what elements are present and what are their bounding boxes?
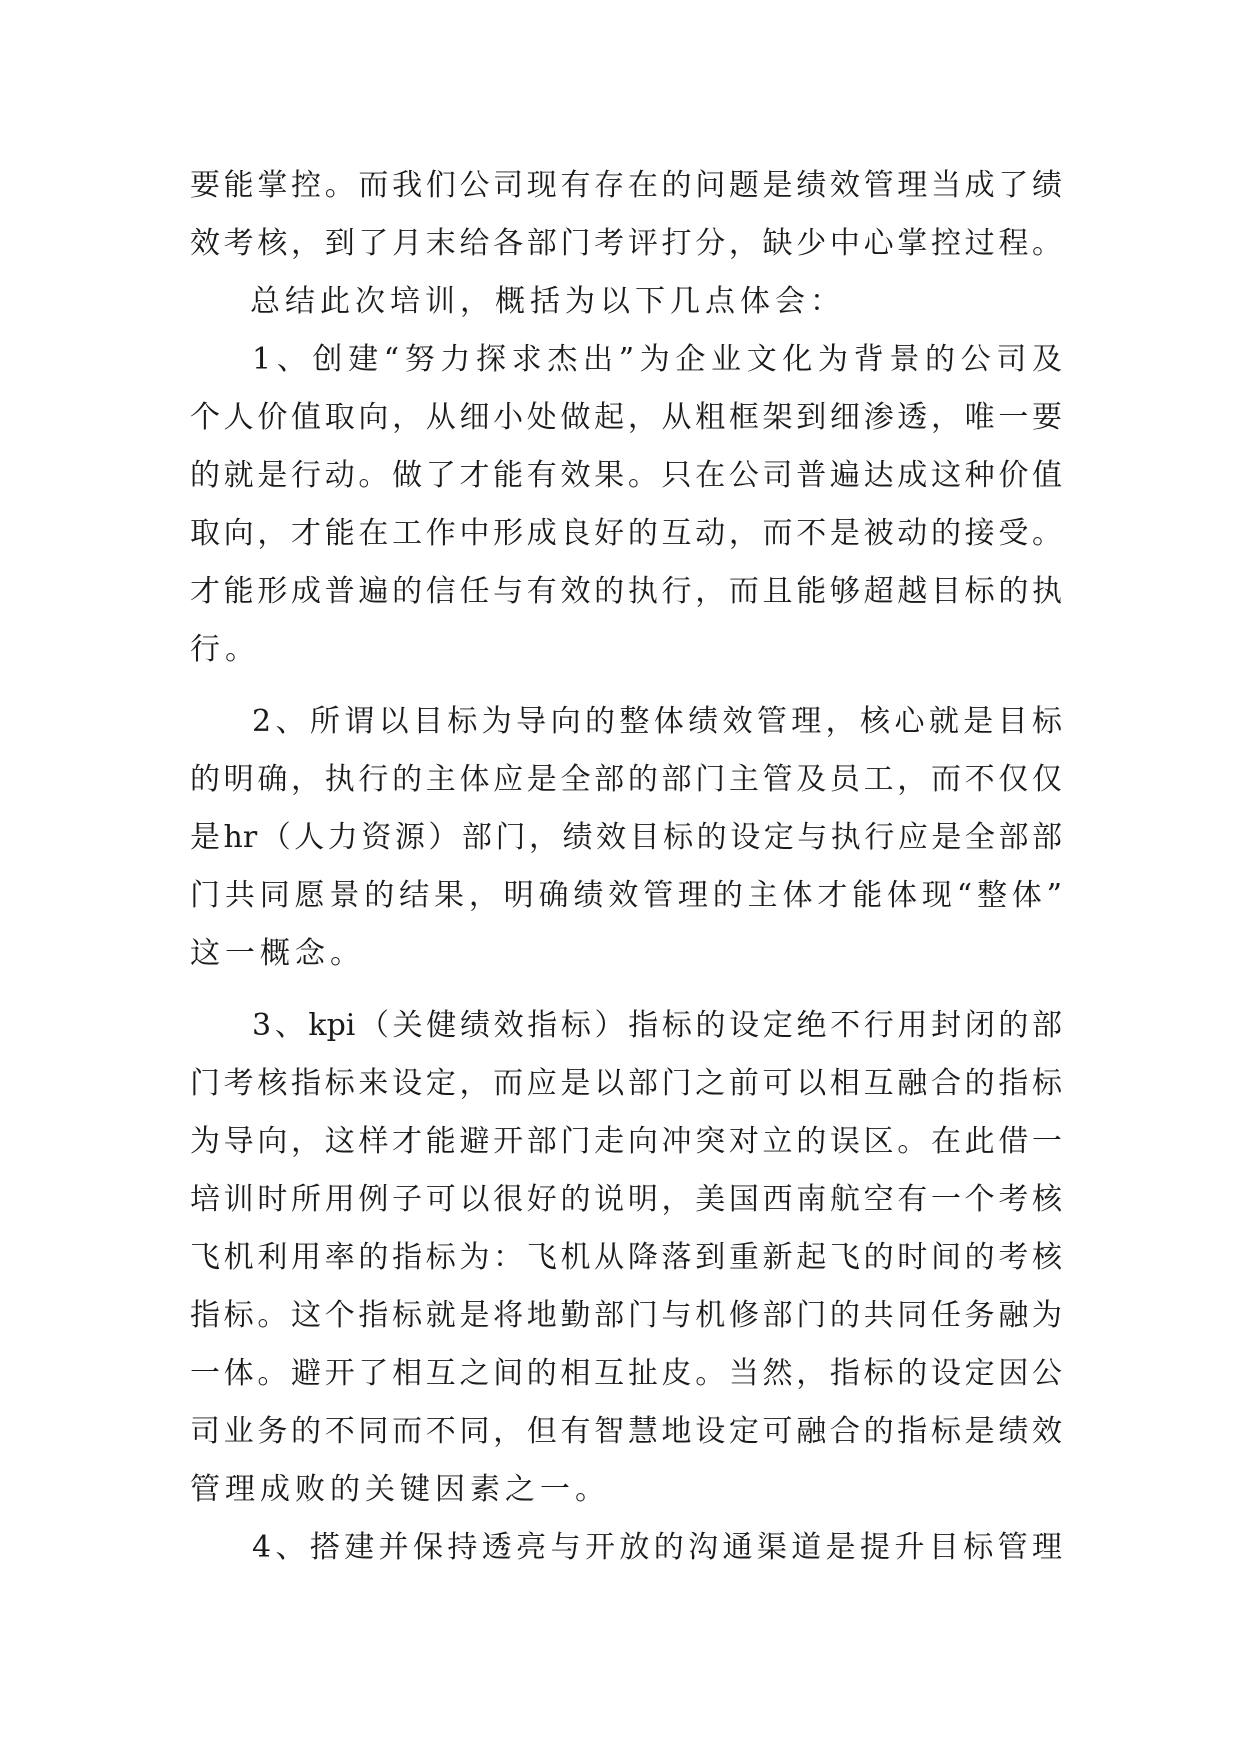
- text-line: 一体。避开了相互之间的相互扯皮。当然，指标的设定因公: [190, 1356, 1062, 1391]
- text-line: 个人价值取向，从细小处做起，从粗框架到细渗透，唯一要: [190, 400, 1062, 435]
- text-line: 的就是行动。做了才能有效果。只在公司普遍达成这种价值: [190, 458, 1062, 493]
- text-line: 行。: [190, 632, 260, 667]
- text-line: 指标。这个指标就是将地勤部门与机修部门的共同任务融为: [190, 1298, 1062, 1333]
- text-line: 4、搭建并保持透亮与开放的沟通渠道是提升目标管理: [252, 1530, 1062, 1565]
- text-line: 3、kpi（关健绩效指标）指标的设定绝不行用封闭的部: [252, 1008, 1062, 1043]
- paragraph-gap: [190, 983, 1062, 997]
- text-line: 这一概念。: [190, 936, 365, 971]
- document-body: [190, 157, 1062, 1577]
- text-line: 要能掌控。而我们公司现有存在的问题是绩效管理当成了绩: [190, 168, 1062, 203]
- text-line: 是hr（人力资源）部门，绩效目标的设定与执行应是全部部: [190, 820, 1062, 855]
- text-line: 效考核，到了月末给各部门考评打分，缺少中心掌控过程。: [190, 226, 1062, 261]
- text-line: 1、创建“努力探求杰出”为企业文化为背景的公司及: [252, 342, 1062, 377]
- text-line: 为导向，这样才能避开部门走向冲突对立的误区。在此借一: [190, 1124, 1062, 1159]
- text-line: 管理成败的关键因素之一。: [190, 1472, 610, 1507]
- text-line: 总结此次培训，概括为以下几点体会：: [250, 284, 845, 319]
- text-line: 的明确，执行的主体应是全部的部门主管及员工，而不仅仅: [190, 762, 1062, 797]
- text-line: 才能形成普遍的信任与有效的执行，而且能够超越目标的执: [190, 574, 1062, 609]
- text-line: 2、所谓以目标为导向的整体绩效管理，核心就是目标: [252, 704, 1062, 739]
- text-line: 飞机利用率的指标为：飞机从降落到重新起飞的时间的考核: [190, 1240, 1062, 1275]
- text-line: 门共同愿景的结果，明确绩效管理的主体才能体现“整体”: [190, 878, 1062, 913]
- text-line: 取向，才能在工作中形成良好的互动，而不是被动的接受。: [190, 516, 1062, 551]
- text-line: 门考核指标来设定，而应是以部门之前可以相互融合的指标: [190, 1066, 1062, 1101]
- text-line: 司业务的不同而不同，但有智慧地设定可融合的指标是绩效: [190, 1414, 1062, 1449]
- paragraph-gap: [190, 679, 1062, 693]
- text-line: 培训时所用例子可以很好的说明，美国西南航空有一个考核: [190, 1182, 1062, 1217]
